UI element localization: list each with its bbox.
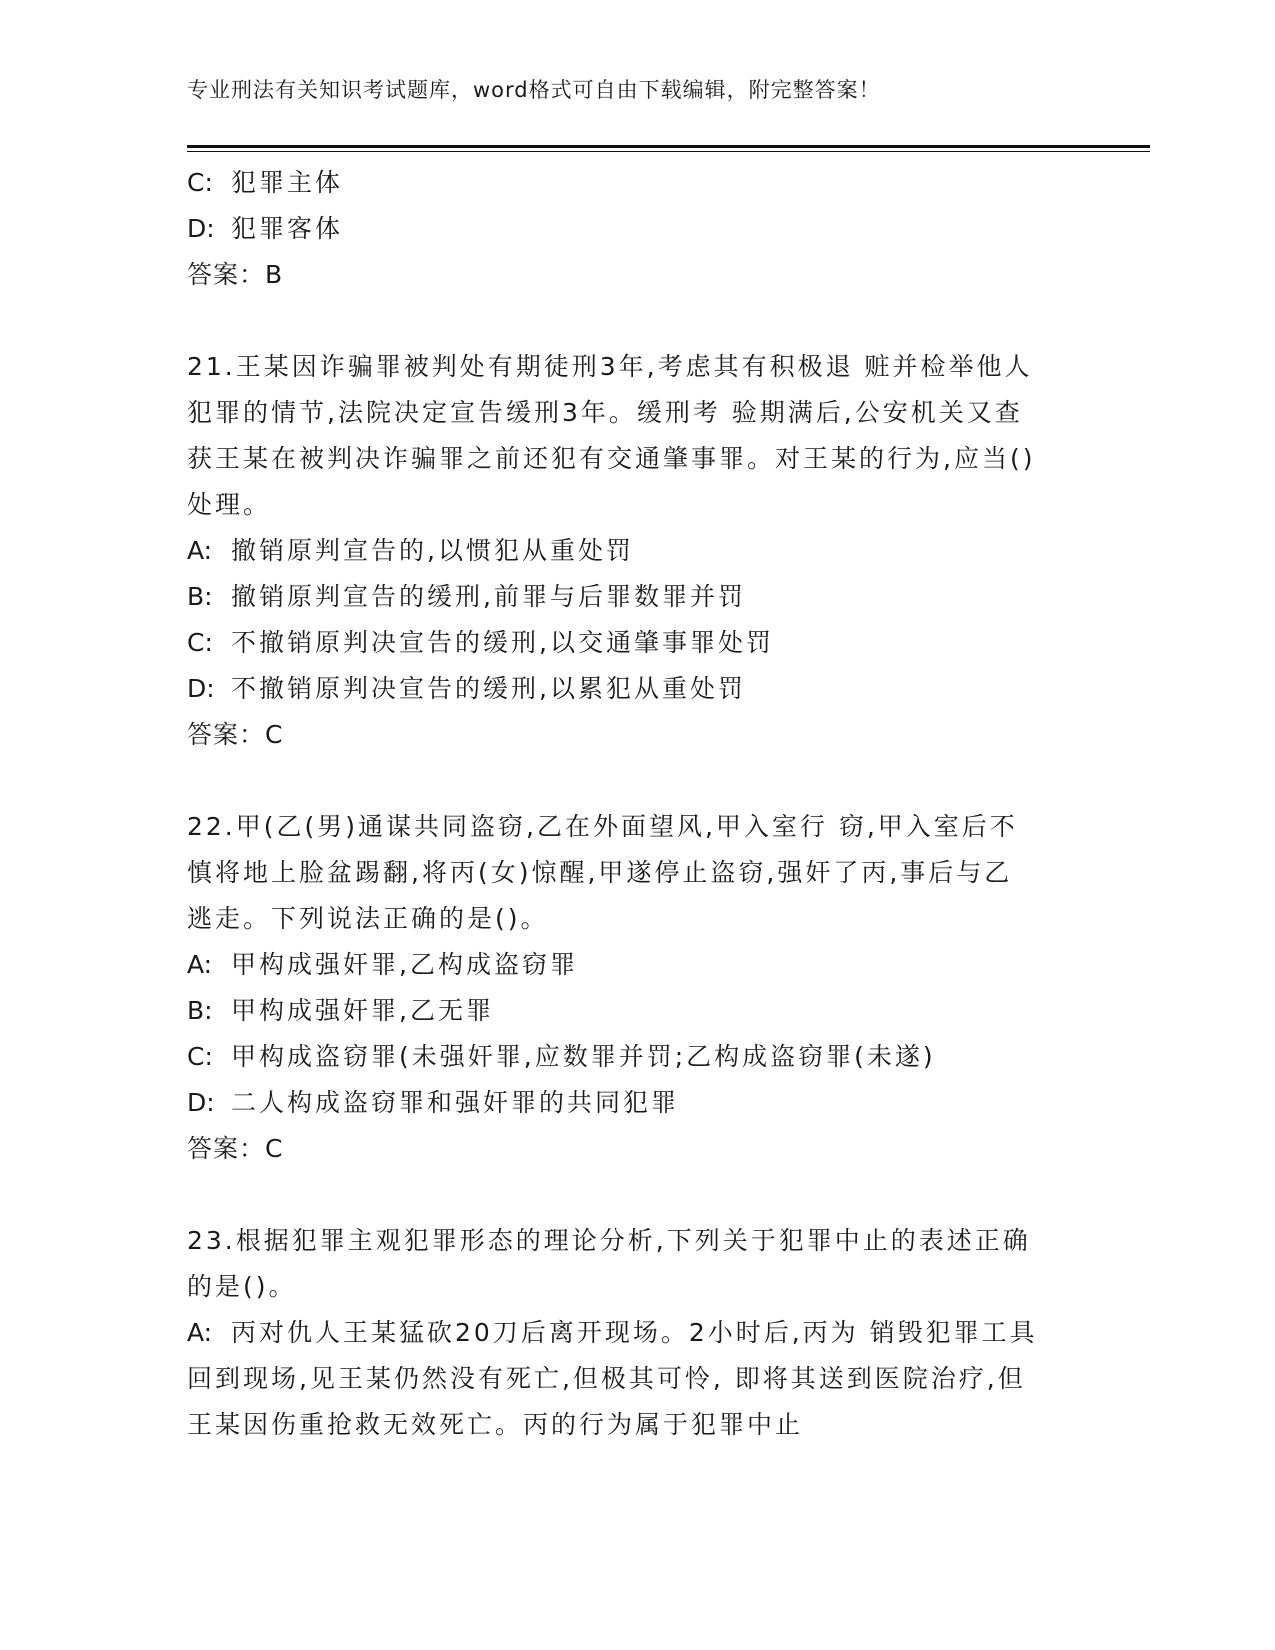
option-b: B: 撤销原判宣告的缓刑,前罪与后罪数罪并罚 bbox=[187, 582, 746, 611]
question-line: 慎将地上脸盆踢翻,将丙(女)惊醒,甲遂停止盗窃,强奸了丙,事后与乙 bbox=[187, 858, 1013, 887]
document-body bbox=[187, 160, 1087, 1448]
header-rule-thin bbox=[187, 151, 1150, 152]
question-line: 22.甲(乙(男)通谋共同盗窃,乙在外面望风,甲入室行 窃,甲入室后不 bbox=[187, 812, 1018, 841]
question-line: 逃走。下列说法正确的是()。 bbox=[187, 904, 549, 933]
option-c: C: 犯罪主体 bbox=[187, 168, 344, 197]
question-23 bbox=[187, 1218, 1087, 1448]
option-a: A: 丙对仇人王某猛砍20刀后离开现场。2小时后,丙为 销毁犯罪工具 bbox=[187, 1318, 1038, 1347]
answer: 答案：C bbox=[187, 1134, 284, 1163]
option-c: C: 不撤销原判决宣告的缓刑,以交通肇事罪处罚 bbox=[187, 628, 774, 657]
option-c: C: 甲构成盗窃罪(未强奸罪,应数罪并罚;乙构成盗窃罪(未遂) bbox=[187, 1042, 936, 1071]
option-a-continuation: 回到现场,见王某仍然没有死亡,但极其可怜, 即将其送到医院治疗,但 bbox=[187, 1364, 1026, 1393]
question-22 bbox=[187, 804, 1087, 1172]
header-rule-thick bbox=[187, 145, 1150, 148]
page-header: 专业刑法有关知识考试题库，word格式可自由下载编辑，附完整答案！ bbox=[187, 78, 881, 102]
question-line: 处理。 bbox=[187, 490, 272, 519]
question-line: 获王某在被判决诈骗罪之前还犯有交通肇事罪。对王某的行为,应当() bbox=[187, 444, 1036, 473]
question-line: 的是()。 bbox=[187, 1272, 297, 1301]
option-b: B: 甲构成强奸罪,乙无罪 bbox=[187, 996, 494, 1025]
option-a: A: 撤销原判宣告的,以惯犯从重处罚 bbox=[187, 536, 634, 565]
option-d: D: 不撤销原判决宣告的缓刑,以累犯从重处罚 bbox=[187, 674, 746, 703]
question-line: 犯罪的情节,法院决定宣告缓刑3年。缓刑考 验期满后,公安机关又查 bbox=[187, 398, 1023, 427]
option-a-continuation: 王某因伤重抢救无效死亡。丙的行为属于犯罪中止 bbox=[187, 1410, 804, 1439]
answer: 答案：B bbox=[187, 260, 284, 289]
option-d: D: 犯罪客体 bbox=[187, 214, 344, 243]
answer: 答案：C bbox=[187, 720, 284, 749]
question-line: 21.王某因诈骗罪被判处有期徒刑3年,考虑其有积极退 赃并检举他人 bbox=[187, 352, 1033, 381]
question-line: 23.根据犯罪主观犯罪形态的理论分析,下列关于犯罪中止的表述正确 bbox=[187, 1226, 1031, 1255]
option-d: D: 二人构成盗窃罪和强奸罪的共同犯罪 bbox=[187, 1088, 680, 1117]
option-a: A: 甲构成强奸罪,乙构成盗窃罪 bbox=[187, 950, 578, 979]
question-21 bbox=[187, 344, 1087, 758]
